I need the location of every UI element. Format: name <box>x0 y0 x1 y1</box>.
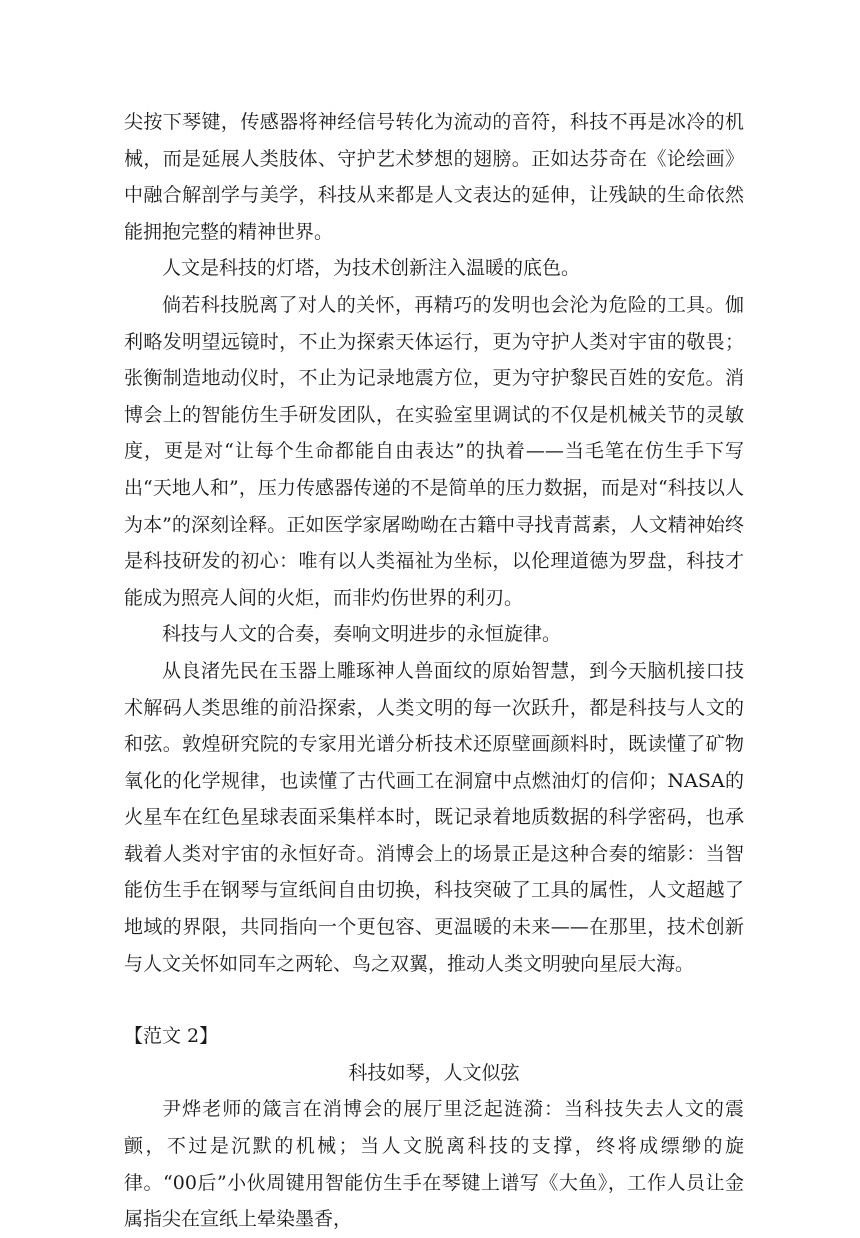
essay-title: 科技如琴，人文似弦 <box>348 1061 520 1084</box>
paragraph-thesis-3: 科技与人文的合奏，奏响文明进步的永恒旋律。 <box>162 623 562 646</box>
paragraph-thesis-2: 人文是科技的灯塔，为技术创新注入温暖的底色。 <box>162 257 581 280</box>
paragraph-body-2: 倘若科技脱离了对人的关怀，再精巧的发明也会沦为危险的工具。伽利略发明望远镜时，不止为探索天体运行，更为守护人类对宇宙的敬畏；张衡制造地动仪时，不止为记录地震方位，更为守护黎民百姓的安危。消博会上的智能仿生手研发团队，在实验室里调试的不仅是机械关节的灵敏度，更是对“让每个生命都能自由表达”的执着——当毛笔在仿生手下写出“天地人和”，压力传感器传递的不是简单的压力数据，而是对“科技以人为本”的深刻诠释。正如医学家屠呦呦在古籍中寻找青蒿素，人文精神始终是科技研发的初心：唯有以人类福祉为坐标，以伦理道德为罗盘，科技才能成为照亮人间的火炬，而非灼伤世界的利刃。 <box>124 293 744 609</box>
essay2-paragraph: 尹烨老师的箴言在消博会的展厅里泛起涟漪：当科技失去人文的震颤，不过是沉默的机械；当人文脱离科技的支撑，终将成缥缈的旋律。“00后”小伙周键用智能仿生手在琴键上谱写《大鱼》，工作人员让金属指尖在宣纸上晕染墨香， <box>124 1098 744 1231</box>
paragraph-body-3: 从良渚先民在玉器上雕琢神人兽面纹的原始智慧，到今天脑机接口技术解码人类思维的前沿探索，人类文明的每一次跃升，都是科技与人文的和弦。敦煌研究院的专家用光谱分析技术还原壁画颜料时，既读懂了矿物氧化的化学规律，也读懂了古代画工在洞窟中点燃油灯的信仰；NASA的火星车在红色星球表面采集样本时，既记录着地质数据的科学密码，也承载着人类对宇宙的永恒好奇。消博会上的场景正是这种合奏的缩影：当智能仿生手在钢琴与宣纸间自由切换，科技突破了工具的属性，人文超越了地域的界限，共同指向一个更包容、更温暖的未来——在那里，技术创新与人文关怀如同车之两轮、鸟之双翼，推动人类文明驶向星辰大海。 <box>124 659 744 975</box>
section-label: 【范文 2】 <box>124 1025 219 1048</box>
essay-body <box>124 104 744 1238</box>
paragraph-continuation: 尖按下琴键，传感器将神经信号转化为流动的音符，科技不再是冰冷的机械，而是延展人类肢体、守护艺术梦想的翅膀。正如达芬奇在《论绘画》中融合解剖学与美学，科技从来都是人文表达的延伸，让残缺的生命依然能拥抱完整的精神世界。 <box>124 111 744 243</box>
